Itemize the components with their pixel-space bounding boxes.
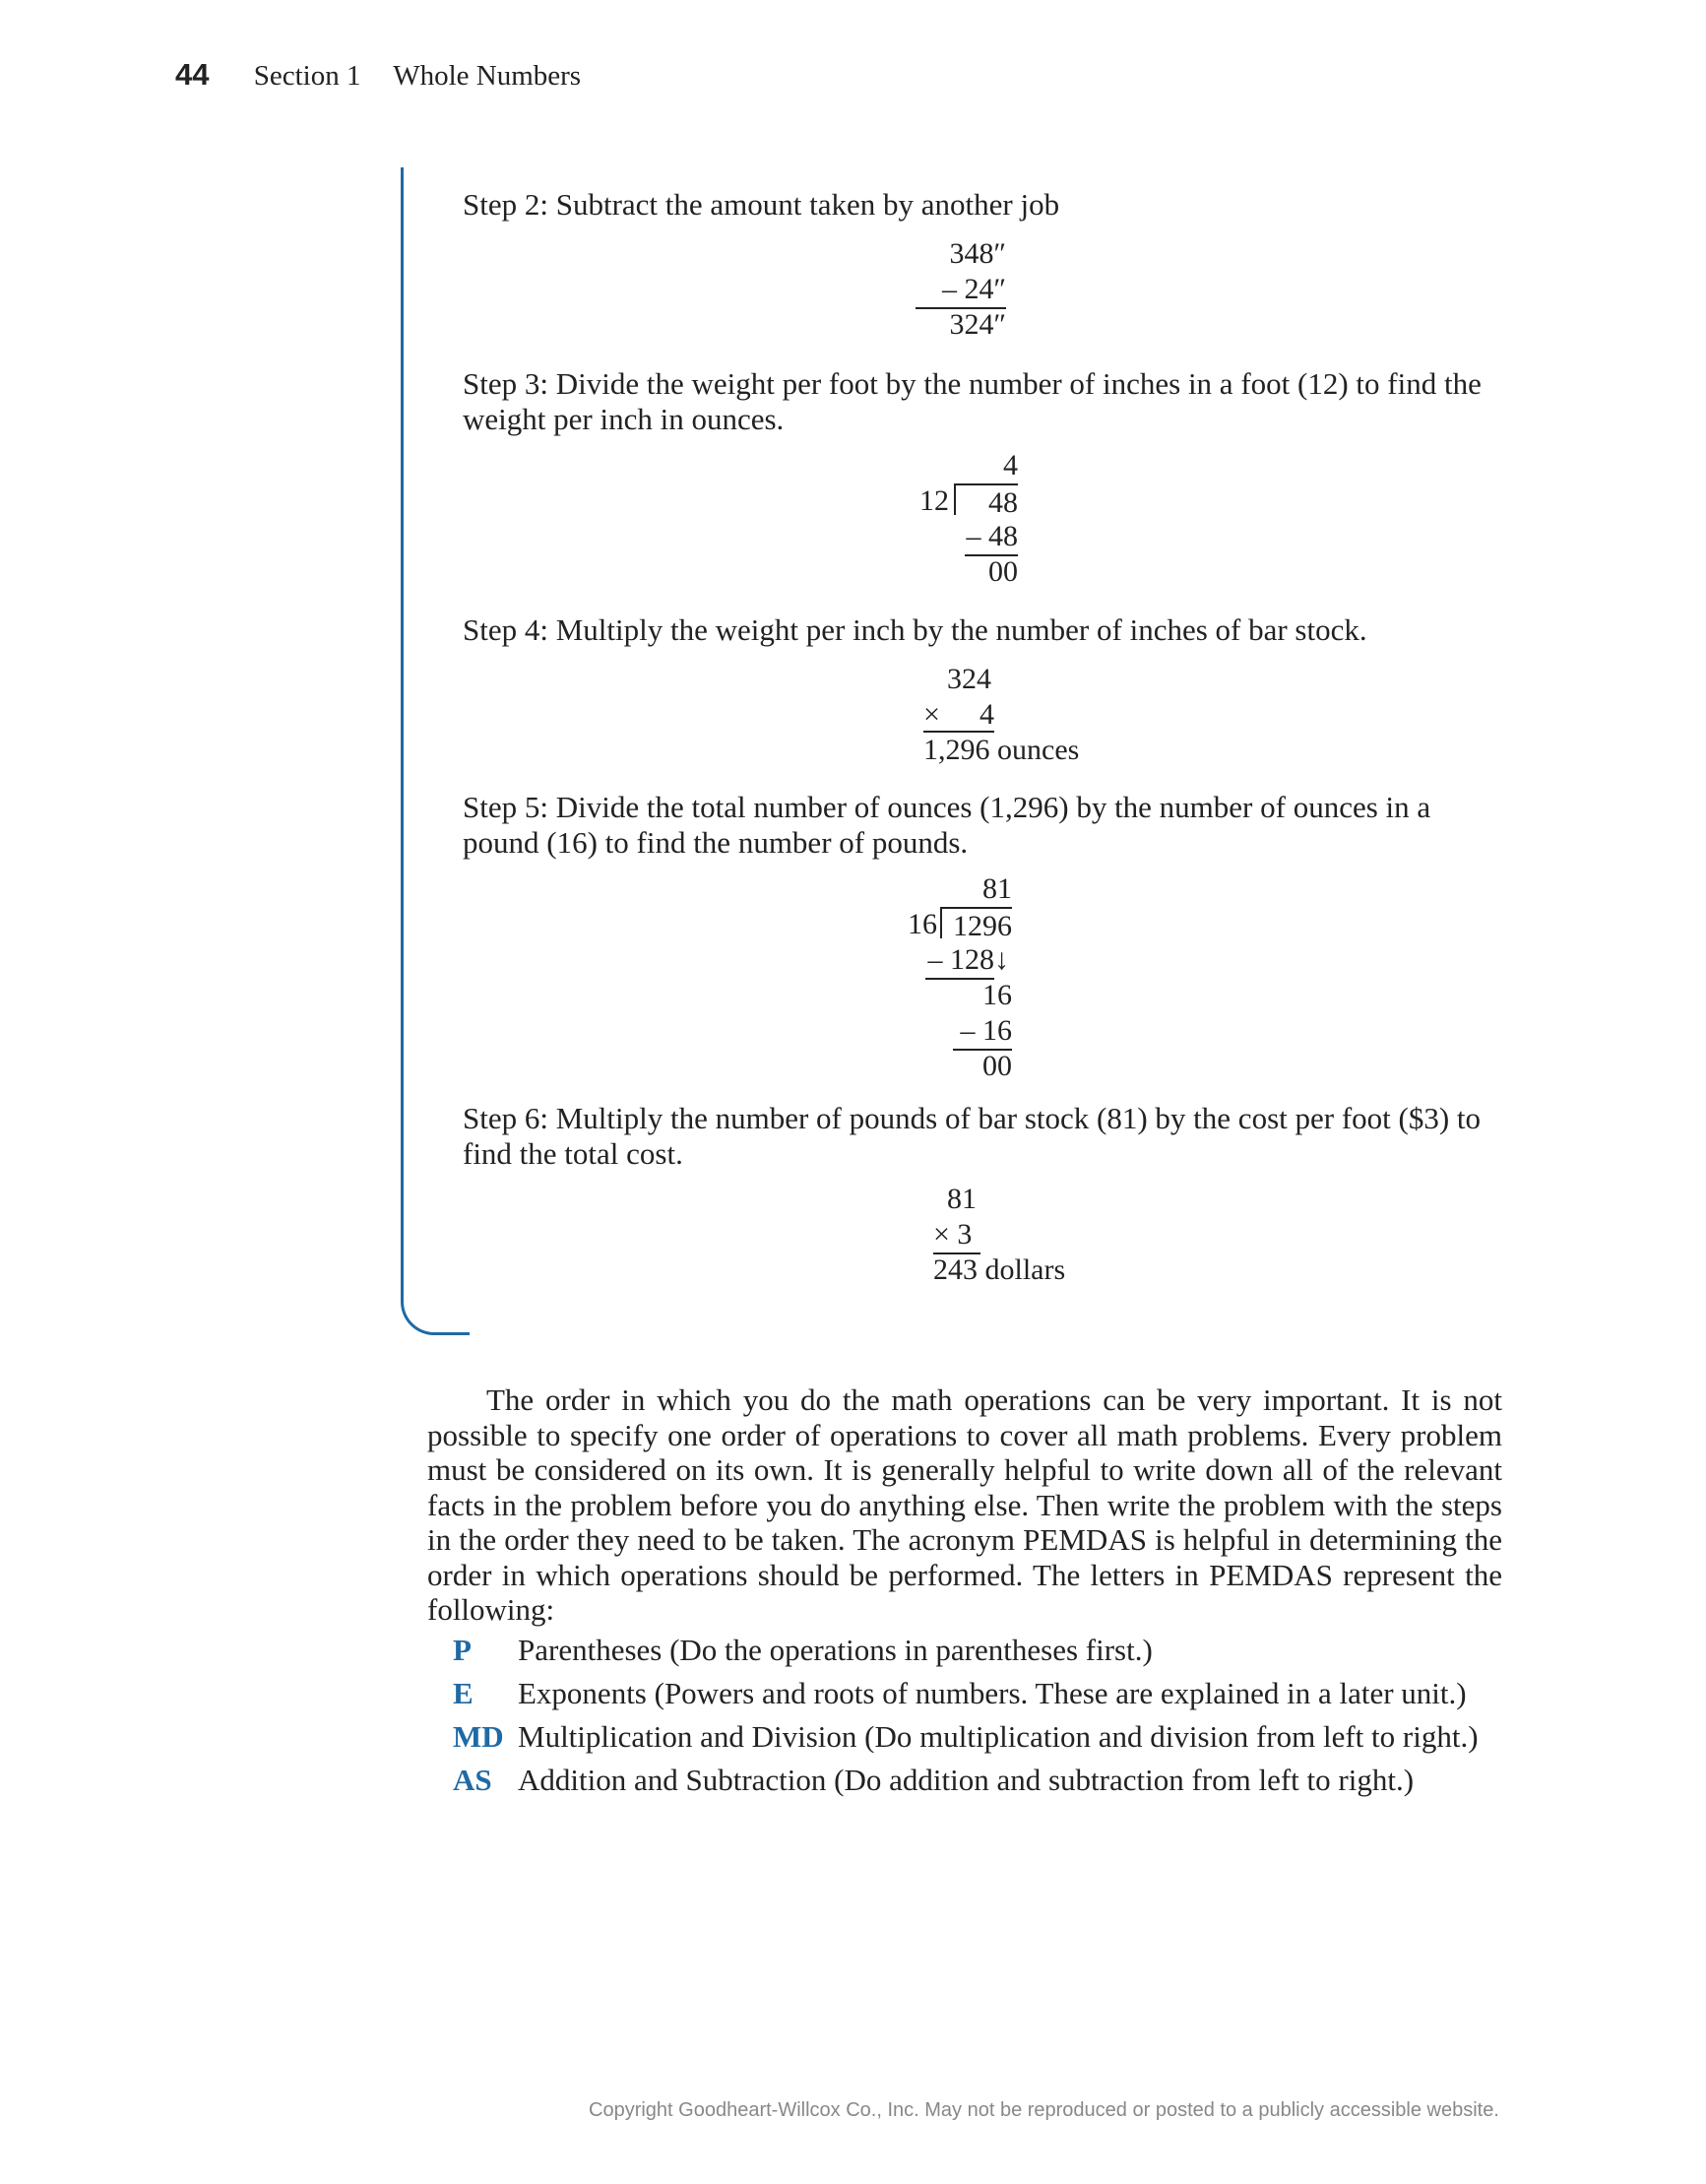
difference: 324″ [949, 308, 1006, 341]
pemdas-letter: AS [453, 1763, 492, 1797]
partial-subtraction-1: – 128 [925, 942, 994, 980]
divisor: 16 [908, 908, 937, 940]
step-3-text: Step 3: Divide the weight per foot by the number of inches in a foot (12) to find the weight per inch in ounces. [463, 366, 1482, 436]
product-value: 243 [933, 1253, 978, 1286]
pemdas-description: Exponents (Powers and roots of numbers. These are explained in a later unit.) [518, 1676, 1467, 1710]
pemdas-item-e [453, 1676, 1467, 1711]
pemdas-letter: E [453, 1676, 474, 1710]
section-title: Whole Numbers [393, 60, 582, 92]
multiplication-1 [923, 662, 1219, 770]
quotient: 4 [1003, 449, 1018, 482]
pemdas-item-p [453, 1633, 1153, 1668]
multiplicand: 324 [947, 663, 991, 695]
section-label: Section 1 [253, 60, 361, 92]
pemdas-description: Addition and Subtraction (Do addition and subtraction from left to right.) [518, 1763, 1415, 1797]
brought-down-value: 16 [982, 979, 1012, 1011]
subtrahend: – 24″ [916, 272, 1006, 309]
multiplier-row: × 3 [933, 1217, 980, 1254]
long-division-1 [919, 448, 1018, 596]
multiplicand: 81 [947, 1183, 977, 1215]
long-division-2 [908, 871, 1012, 1082]
pemdas-description: Multiplication and Division (Do multiplication and division from left to right.) [518, 1719, 1479, 1754]
example-bracket [401, 167, 470, 1335]
quotient: 81 [982, 872, 1012, 905]
product [923, 733, 1079, 768]
copyright-notice: Copyright Goodheart-Willcox Co., Inc. May not be reproduced or posted to a publicly accessible website. [589, 2099, 1499, 2121]
divisor: 12 [919, 484, 949, 517]
product [933, 1253, 1065, 1288]
bring-down-arrow: ↓ [994, 943, 1009, 976]
pemdas-description: Parentheses (Do the operations in parentheses first.) [518, 1633, 1153, 1667]
body-paragraph [427, 1382, 1502, 1628]
remainder: 00 [982, 1050, 1012, 1082]
page-number: 44 [175, 57, 210, 92]
dividend: 1296 [940, 907, 1012, 938]
dividend: 48 [954, 483, 1018, 515]
partial-subtraction-2: – 16 [953, 1013, 1012, 1051]
multiplier-row [923, 697, 994, 733]
pemdas-item-md [453, 1719, 1479, 1755]
step-4-text: Step 4: Multiply the weight per inch by the number of inches of bar stock. [463, 612, 1367, 647]
step-2-text: Step 2: Subtract the amount taken by another job [463, 187, 1060, 222]
product-value: 1,296 [923, 734, 990, 766]
product-unit: dollars [984, 1253, 1066, 1286]
minuend: 348″ [949, 237, 1006, 270]
step-6-text: Step 6: Multiply the number of pounds of bar stock (81) by the cost per foot ($3) to find the total cost. [463, 1101, 1482, 1171]
pemdas-letter: MD [453, 1719, 504, 1754]
step-5-text: Step 5: Divide the total number of ounces (1,296) by the number of ounces in a pound (16) to find the number of pounds. [463, 790, 1431, 860]
pemdas-item-as [453, 1763, 1414, 1798]
times-sign: × [923, 698, 940, 731]
subtraction-problem [916, 236, 1006, 345]
remainder: 00 [988, 555, 1018, 588]
running-head [175, 57, 581, 93]
multiplication-2 [933, 1182, 1130, 1290]
multiplier: 4 [979, 698, 994, 731]
partial-subtraction: – 48 [965, 519, 1018, 556]
pemdas-letter: P [453, 1633, 472, 1667]
product-unit: ounces [997, 734, 1080, 766]
body-paragraph-text: The order in which you do the math operations can be very important. It is not possible to specify one order of operations to cover all math problems. Every problem must be considered on its own. It is generally helpful to write down all of the relevant facts in the problem before you do anything else. Then write the problem with the steps in the order they need to be taken. The acronym PEMDAS is helpful in determining the order in which operations should be performed. The letters in PEMDAS represent the following: [427, 1382, 1502, 1627]
